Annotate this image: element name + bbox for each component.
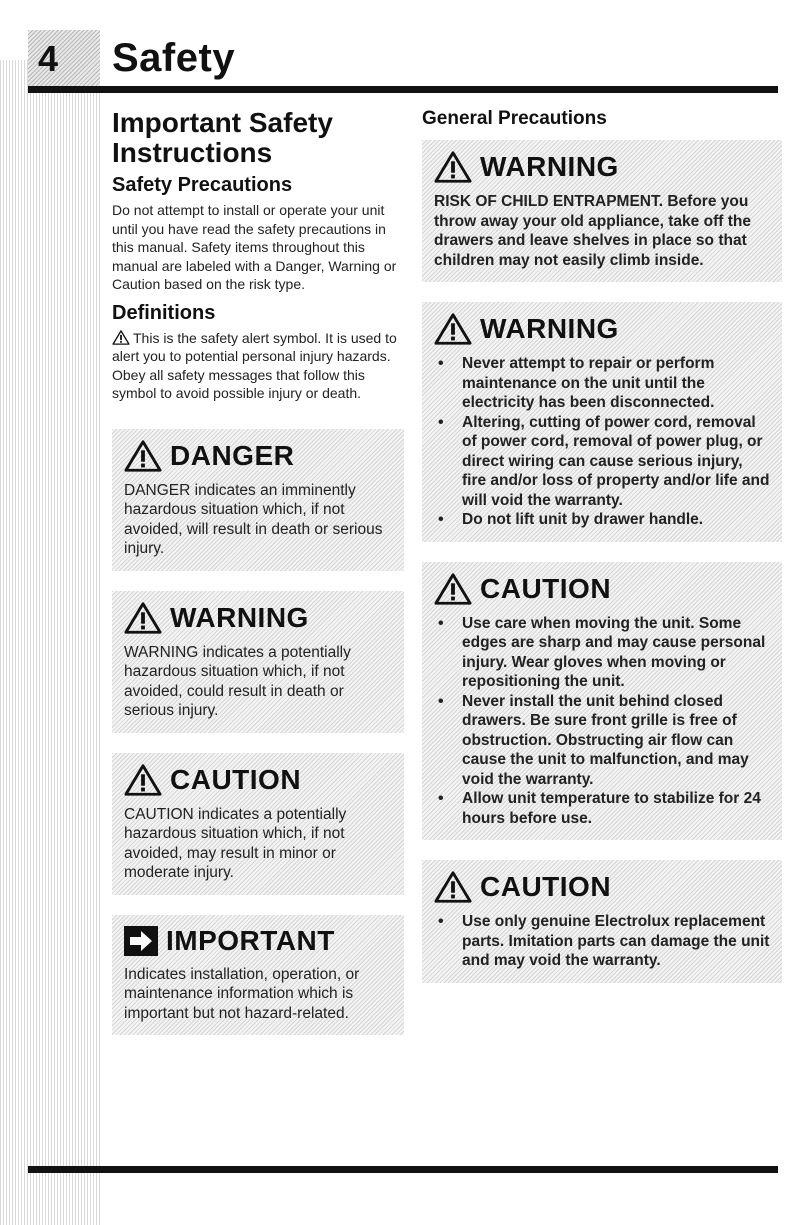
caution-parts-box [422, 860, 782, 983]
danger-box [112, 429, 404, 571]
list-item: • Allow unit temperature to stabilize for 24 hours before use. [434, 789, 770, 828]
safety-precautions-heading: Safety Precautions [112, 174, 293, 196]
warning1-text: RISK OF CHILD ENTRAPMENT. Before you throw away your old appliance, take off the drawers and leave shelves in place so that children may not easily climb inside. [434, 193, 751, 269]
footer-rule [28, 1166, 778, 1173]
warning1-label: WARNING [480, 151, 619, 182]
alert-triangle-icon [434, 150, 472, 184]
alert-triangle-icon [112, 330, 130, 345]
list-item: • Altering, cutting of power cord, removal of power cord, removal of power plug, or direct wiring can cause serious injury, fire and/or loss of property and/or life and will void the warranty. [434, 413, 770, 511]
definitions-text [112, 329, 404, 403]
right-column [422, 100, 782, 983]
list-item: • Never attempt to repair or perform maintenance on the unit until the electricity has been disconnected. [434, 354, 770, 413]
important-text: Indicates installation, operation, or maintenance information which is important but not hazard-related. [124, 965, 360, 1022]
left-column [112, 100, 404, 1035]
caution-box [112, 753, 404, 895]
list-item: • Do not lift unit by drawer handle. [434, 510, 770, 530]
section-title: Important Safety Instructions [112, 107, 333, 168]
danger-text: DANGER indicates an imminently hazardous situation which, if not avoided, will result in death or serious injury. [124, 481, 383, 557]
caution1-label: CAUTION [480, 572, 612, 604]
caution-label: CAUTION [170, 763, 302, 795]
alert-triangle-icon [434, 870, 472, 904]
safety-precautions-text: Do not attempt to install or operate your unit until you have read the safety precautions in this manual. Safety items throughout this manual are labeled with a Danger, Warning or Caution based on the risk type. [112, 202, 397, 292]
alert-triangle-icon [124, 601, 162, 635]
important-label: IMPORTANT [166, 924, 335, 956]
caution1-list [434, 614, 770, 829]
warning2-label: WARNING [480, 313, 619, 344]
warning-entrapment-box [422, 140, 782, 282]
caution2-label: CAUTION [480, 871, 612, 902]
important-box [112, 915, 404, 1036]
caution2-list [434, 912, 770, 971]
margin-stripe [0, 60, 100, 1225]
alert-triangle-icon [124, 439, 162, 473]
chapter-number: 4 [38, 38, 59, 79]
list-item: • Use care when moving the unit. Some edges are sharp and may cause personal injury. Wear gloves when moving or repositioning the unit. [434, 614, 770, 692]
caution-handling-box [422, 562, 782, 841]
definitions-body: This is the safety alert symbol. It is used to alert you to potential personal injury hazards. Obey all safety messages that follow this symbol to avoid possible injury or death. [112, 329, 397, 401]
alert-triangle-icon [434, 572, 472, 606]
list-item: • Use only genuine Electrolux replacement parts. Imitation parts can damage the unit and may void the warranty. [434, 912, 770, 971]
warning-electric-box [422, 302, 782, 542]
general-precautions-heading: General Precautions [422, 108, 607, 129]
alert-triangle-icon [124, 763, 162, 797]
header-rule [28, 86, 778, 93]
warning-box [112, 591, 404, 733]
definitions-heading: Definitions [112, 301, 216, 324]
caution-text: CAUTION indicates a potentially hazardous situation which, if not avoided, may result in minor or moderate injury. [124, 805, 347, 881]
danger-label: DANGER [170, 439, 295, 471]
arrow-right-icon [124, 926, 158, 956]
list-item: • Never install the unit behind closed drawers. Be sure front grille is free of obstruction. Obstructing air flow can cause the unit to malfunction, and may void the warranty. [434, 692, 770, 790]
warning-text: WARNING indicates a potentially hazardous situation which, if not avoided, could result in death or serious injury. [124, 643, 351, 719]
chapter-title: Safety [112, 36, 236, 80]
warning2-list [434, 354, 770, 530]
alert-triangle-icon [434, 312, 472, 346]
warning-label: WARNING [170, 601, 309, 633]
